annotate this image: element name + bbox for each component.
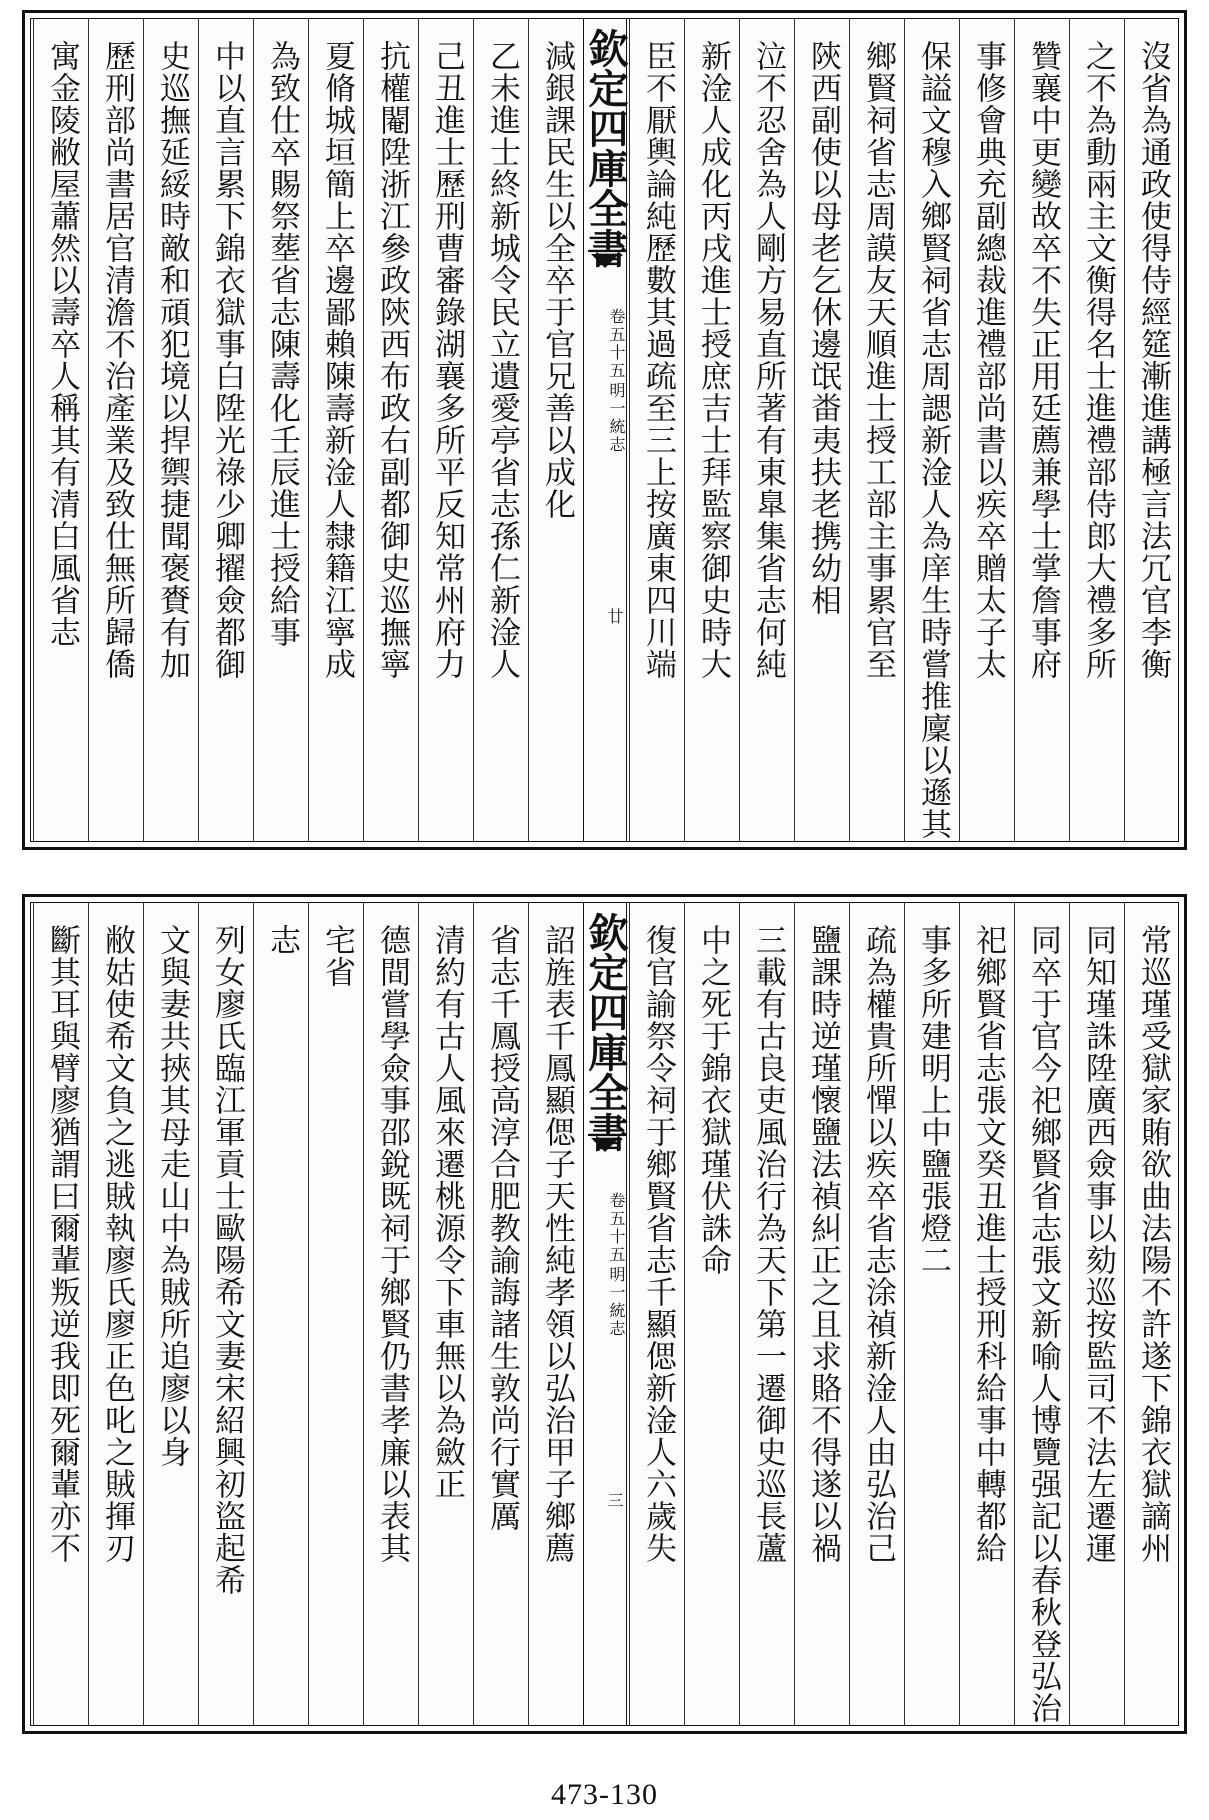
text-column: 敝姑使希文負之逃賊執廖氏廖正色叱之賊揮刃	[88, 902, 143, 1726]
text-column: 抗權閹陞浙江參政陝西布政右副都御史巡撫寧	[363, 18, 418, 842]
text-column: 鹽課時逆瑾懷鹽法禎糾正之且求賂不得遂以禍	[794, 902, 849, 1726]
text-column: 新淦人成化丙戌進士授庶吉士拜監察御史時大	[684, 18, 739, 842]
text-column: 陝西副使以母老乞休邊氓畨夷扶老携幼相	[794, 18, 849, 842]
text-column: 文與妻共挾其母走山中為賊所追廖以身	[143, 902, 198, 1726]
text-column: 復官諭祭令祠于鄉賢省志千顯偲新淦人六歲失	[629, 902, 684, 1726]
text-column: 同知瑾誅陞廣西僉事以劾巡按監司不法左遷運	[1069, 902, 1124, 1726]
text-column: 史巡撫延綏時敵和頑犯境以捍禦捷聞褒賚有加	[143, 18, 198, 842]
text-column: 減銀課民生以全卒于官兄善以成化	[528, 18, 583, 842]
text-column: 中之死于錦衣獄瑾伏誅命	[684, 902, 739, 1726]
text-column: 疏為權貴所憚以疾卒省志涂禎新淦人由弘治己	[849, 902, 904, 1726]
text-column: 寓金陵敝屋蕭然以壽卒人稱其有清白風省志	[33, 18, 88, 842]
text-column: 保謚文穆入鄉賢祠省志周諰新淦人為庠生時嘗推廩以遜其	[904, 18, 959, 842]
spine-volume	[586, 1192, 626, 1338]
spine-page-number: 三	[605, 1492, 624, 1508]
spine-volume-line: 明一統志	[607, 1266, 626, 1338]
text-column: 己丑進士歷刑曹審錄湖襄多所平反知常州府力	[418, 18, 473, 842]
text-column: 贊襄中更變故卒不失正用廷薦兼學士掌詹事府	[1014, 18, 1069, 842]
text-column: 清約有古人風來遷桃源令下車無以為斂正	[418, 902, 473, 1726]
fish-tail-mark	[588, 250, 622, 272]
bottom-left-columns	[30, 902, 583, 1726]
text-column: 同卒于官今祀鄉賢省志張文新喻人博覽强記以春秋登弘治	[1014, 902, 1069, 1726]
text-column: 詔旌表千鳳顯偲子天性純孝領以弘治甲子鄉薦	[528, 902, 583, 1726]
top-center-spine	[583, 18, 627, 842]
text-column: 為致仕卒賜祭塟省志陳壽化壬辰進士授給事	[253, 18, 308, 842]
text-column: 列女廖氏臨江軍貢士歐陽希文妻宋紹興初盜起希	[198, 902, 253, 1726]
spine-volume-line: 明一統志	[607, 382, 626, 454]
text-column: 斷其耳與臂廖猶謂曰爾輩叛逆我即死爾輩亦不	[33, 902, 88, 1726]
bottom-center-spine	[583, 902, 627, 1726]
page-footer-number: 473-130	[551, 1778, 658, 1811]
text-column: 志	[253, 902, 308, 1726]
spine-volume	[586, 308, 626, 454]
spine-page-number: 廿	[605, 608, 624, 624]
spine-book-title: 欽定四庫全書	[582, 912, 629, 1152]
top-left-columns	[30, 18, 583, 842]
text-column: 三載有古良吏風治行為天下第一遷御史巡長蘆	[739, 902, 794, 1726]
text-column: 夏脩城垣簡上卒邊鄙賴陳壽新淦人隸籍江寧成	[308, 18, 363, 842]
spine-volume-line: 卷五十五	[607, 1192, 626, 1264]
text-column: 乙未進士終新城令民立遺愛亭省志孫仁新淦人	[473, 18, 528, 842]
text-column: 中以直言累下錦衣獄事白陞光祿少卿擢僉都御	[198, 18, 253, 842]
text-column: 常巡瑾受獄家賄欲曲法陽不許遂下錦衣獄謫州	[1124, 902, 1179, 1726]
text-column: 事修會典充副總裁進禮部尚書以疾卒贈太子太	[959, 18, 1014, 842]
text-column: 歷刑部尚書居官清澹不治產業及致仕無所歸僑	[88, 18, 143, 842]
text-column: 沒省為通政使得侍經筵漸進講極言法冗官李衡	[1124, 18, 1179, 842]
top-page	[22, 10, 1187, 850]
text-column: 鄉賢祠省志周謨友天順進士授工部主事累官至	[849, 18, 904, 842]
bottom-right-columns	[626, 902, 1179, 1726]
text-column: 之不為動兩主文衡得名士進禮部侍郎大禮多所	[1069, 18, 1124, 842]
text-column: 臣不厭輿論純歷數其過疏至三上按廣東四川端	[629, 18, 684, 842]
text-column: 泣不忍舍為人剛方易直所著有東臯集省志何純	[739, 18, 794, 842]
text-column: 德間嘗學僉事邵銳既祠于鄉賢仍書孝廉以表其	[363, 902, 418, 1726]
text-column: 宅省	[308, 902, 363, 1726]
text-column: 祀鄉賢省志張文癸丑進士授刑科給事中轉都給	[959, 902, 1014, 1726]
bottom-page	[22, 894, 1187, 1734]
top-right-columns	[626, 18, 1179, 842]
text-column: 省志千鳳授高淳合肥教諭誨諸生敦尚行實厲	[473, 902, 528, 1726]
fish-tail-mark	[588, 1134, 622, 1156]
spine-book-title: 欽定四庫全書	[582, 28, 629, 268]
spine-volume-line: 卷五十五	[607, 308, 626, 380]
text-column: 事多所建明上中鹽張燈二	[904, 902, 959, 1726]
